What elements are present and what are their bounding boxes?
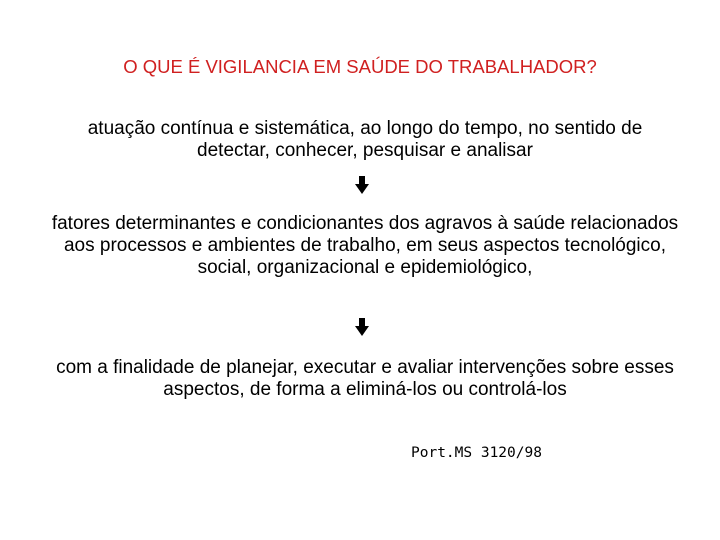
down-arrow-icon xyxy=(355,176,369,194)
reference-citation: Port.MS 3120/98 xyxy=(411,445,542,461)
slide-title: O QUE É VIGILANCIA EM SAÚDE DO TRABALHADOR? xyxy=(123,56,597,77)
paragraph-factors: fatores determinantes e condicionantes dos agravos à saúde relacionados aos processos e ambientes de trabalho, em seus aspectos tecnológico, social, organizacional e epidemiológico, xyxy=(51,213,679,278)
paragraph-purpose: com a finalidade de planejar, executar e avaliar intervenções sobre esses aspectos, de forma a eliminá-los ou controlá-los xyxy=(56,357,674,400)
paragraph-activity: atuação contínua e sistemática, ao longo do tempo, no sentido de detectar, conhecer, pesquisar e analisar xyxy=(87,118,643,161)
down-arrow-icon xyxy=(355,318,369,336)
